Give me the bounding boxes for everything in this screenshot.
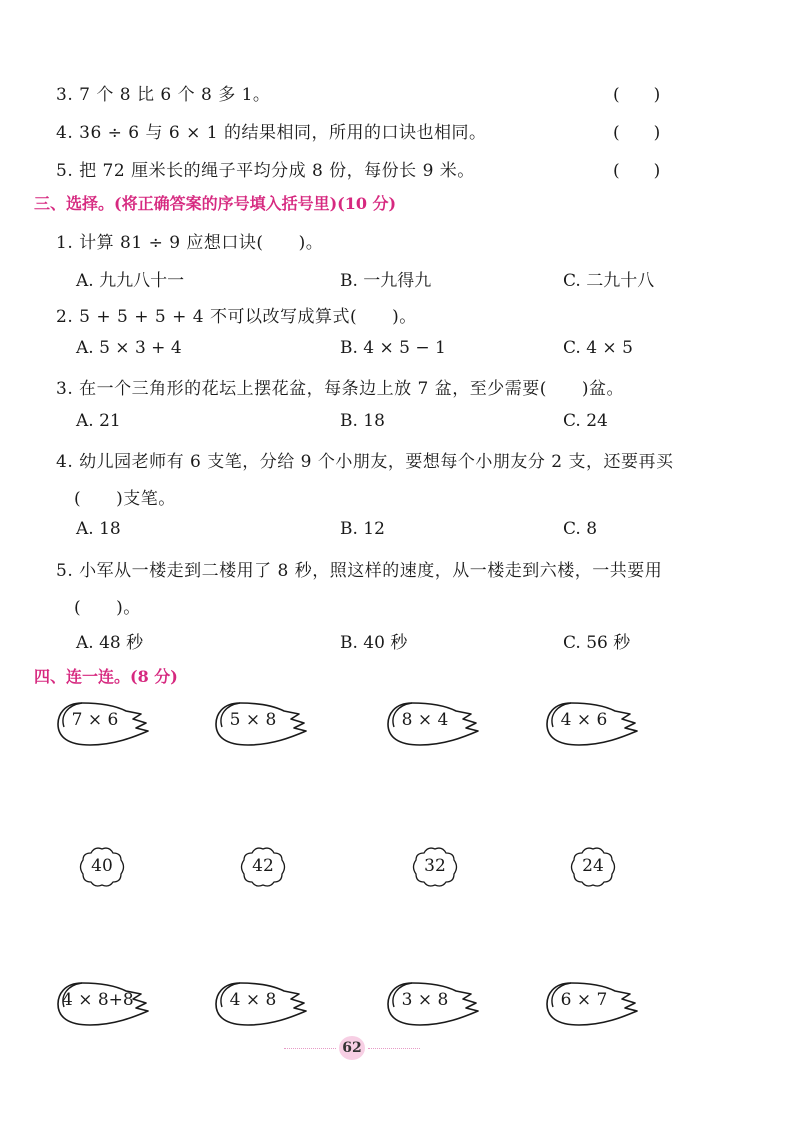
choice-q3-option-a[interactable]: A. 21 — [76, 411, 121, 431]
flower-label: 42 — [252, 856, 274, 876]
judge-answer-4[interactable]: ( ) — [613, 123, 661, 143]
choice-q1-option-b[interactable]: B. 一九得九 — [340, 271, 432, 291]
choice-q5-option-c[interactable]: C. 56 秒 — [563, 633, 631, 653]
choice-q1-stem: 1. 计算 81 ÷ 9 应想口诀( )。 — [56, 233, 324, 253]
leaf-expression[interactable] — [386, 697, 486, 751]
leaf-expression[interactable] — [545, 697, 645, 751]
leaf-label: 4 × 6 — [560, 710, 608, 730]
leaf-label: 3 × 8 — [401, 990, 449, 1010]
leaf-label: 7 × 6 — [71, 710, 119, 730]
section-connect-title: 四、连一连。(8 分) — [34, 667, 178, 686]
choice-q2-option-b[interactable]: B. 4 × 5 − 1 — [340, 338, 446, 358]
judge-item-4: 4. 36 ÷ 6 与 6 × 1 的结果相同，所用的口诀也相同。 — [56, 123, 487, 143]
judge-item-3: 3. 7 个 8 比 6 个 8 多 1。 — [56, 85, 271, 105]
choice-q4-stem-cont: ( )支笔。 — [74, 489, 176, 509]
choice-q5-stem-cont: ( )。 — [74, 598, 141, 618]
judge-answer-3[interactable]: ( ) — [613, 85, 661, 105]
choice-q4-option-c[interactable]: C. 8 — [563, 519, 598, 539]
choice-q5-option-a[interactable]: A. 48 秒 — [76, 633, 144, 653]
leaf-label: 8 × 4 — [401, 710, 449, 730]
footer-divider-left — [284, 1048, 336, 1049]
judge-answer-5[interactable]: ( ) — [613, 161, 661, 181]
choice-q2-stem: 2. 5 + 5 + 5 + 4 不可以改写成算式( )。 — [56, 307, 417, 327]
leaf-expression[interactable] — [545, 977, 645, 1031]
choice-q2-option-a[interactable]: A. 5 × 3 + 4 — [76, 338, 182, 358]
flower-label: 24 — [582, 856, 604, 876]
choice-q5-stem: 5. 小军从一楼走到二楼用了 8 秒，照这样的速度，从一楼走到六楼，一共要用 — [56, 561, 663, 581]
judge-item-5: 5. 把 72 厘米长的绳子平均分成 8 份，每份长 9 米。 — [56, 161, 475, 181]
choice-q4-option-a[interactable]: A. 18 — [76, 519, 121, 539]
leaf-label: 4 × 8+8 — [62, 990, 134, 1010]
leaf-expression[interactable] — [214, 697, 314, 751]
flower-answer[interactable] — [410, 845, 460, 889]
footer-divider-right — [368, 1048, 420, 1049]
section-choice-title: 三、选择。(将正确答案的序号填入括号里)(10 分) — [34, 194, 397, 213]
leaf-expression[interactable] — [56, 697, 156, 751]
flower-answer[interactable] — [238, 845, 288, 889]
choice-q3-option-c[interactable]: C. 24 — [563, 411, 608, 431]
choice-q3-option-b[interactable]: B. 18 — [340, 411, 385, 431]
choice-q4-option-b[interactable]: B. 12 — [340, 519, 385, 539]
flower-label: 32 — [424, 856, 446, 876]
leaf-expression[interactable] — [386, 977, 486, 1031]
choice-q3-stem: 3. 在一个三角形的花坛上摆花盆，每条边上放 7 盆，至少需要( )盆。 — [56, 379, 625, 399]
leaf-label: 6 × 7 — [560, 990, 608, 1010]
choice-q1-option-a[interactable]: A. 九九八十一 — [76, 271, 185, 291]
flower-label: 40 — [91, 856, 113, 876]
leaf-expression[interactable] — [56, 977, 156, 1031]
choice-q5-option-b[interactable]: B. 40 秒 — [340, 633, 408, 653]
leaf-label: 4 × 8 — [229, 990, 277, 1010]
leaf-expression[interactable] — [214, 977, 314, 1031]
leaf-label: 5 × 8 — [229, 710, 277, 730]
choice-q1-option-c[interactable]: C. 二九十八 — [563, 271, 655, 291]
flower-answer[interactable] — [77, 845, 127, 889]
choice-q2-option-c[interactable]: C. 4 × 5 — [563, 338, 633, 358]
flower-answer[interactable] — [568, 845, 618, 889]
page-number: 62 — [339, 1036, 365, 1060]
choice-q4-stem: 4. 幼儿园老师有 6 支笔，分给 9 个小朋友，要想每个小朋友分 2 支，还要再买 — [56, 452, 674, 472]
